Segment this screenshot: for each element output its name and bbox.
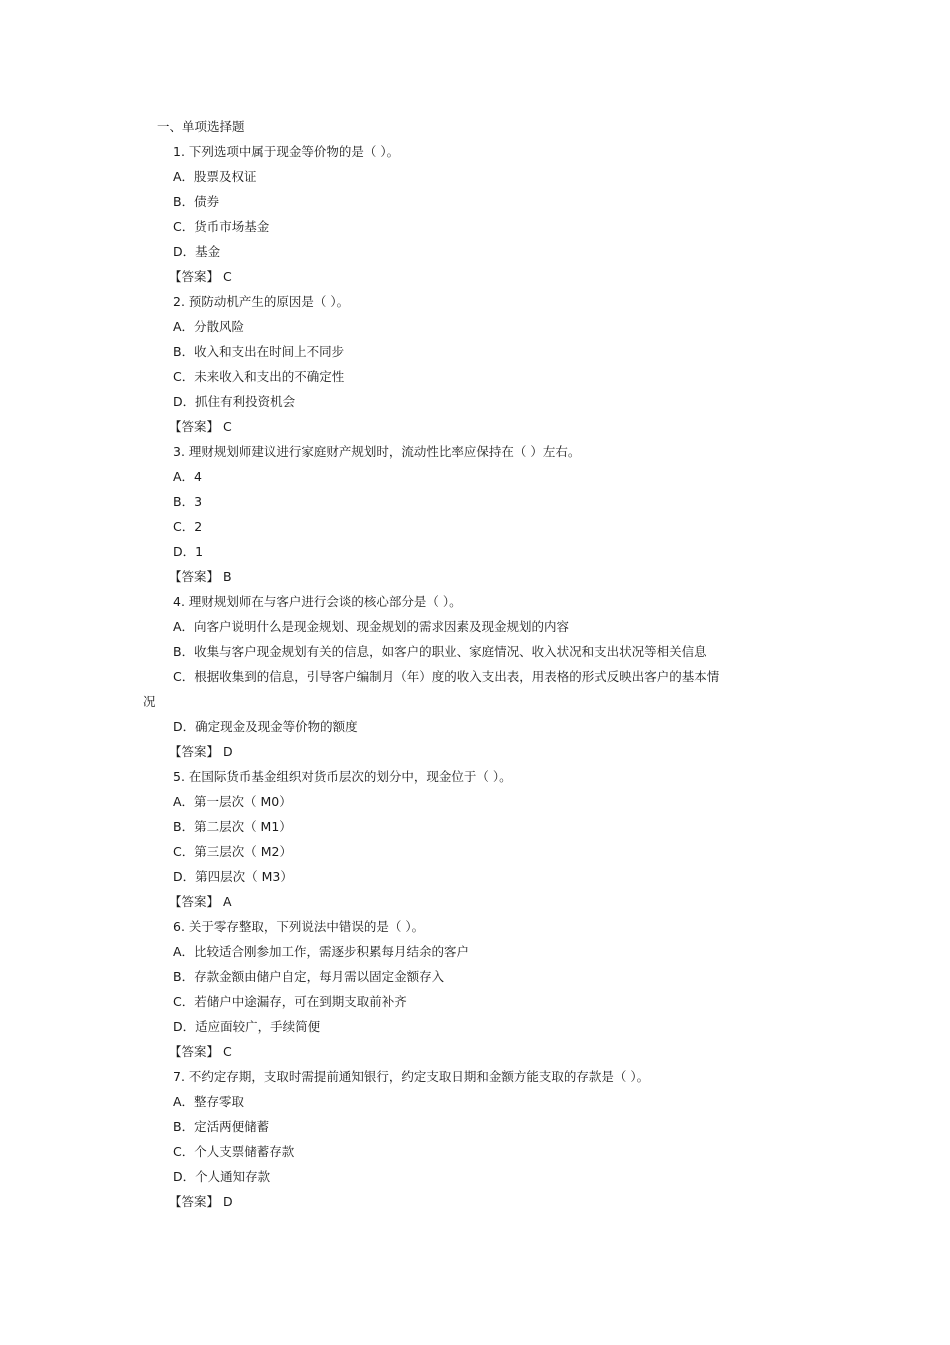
q6-option-d: D．适应面较广，手续简便	[173, 1019, 321, 1034]
question-7: 7. 不约定存期，支取时需提前通知银行，约定支取日期和金额方能支取的存款是（ ）。	[173, 1069, 650, 1084]
q2-option-c: C．未来收入和支出的不确定性	[173, 369, 345, 384]
q5-answer: 【答案】 A	[169, 894, 232, 909]
question-1: 1. 下列选项中属于现金等价物的是（ ）。	[173, 144, 400, 159]
q7-option-b: B．定活两便储蓄	[173, 1119, 270, 1134]
q6-option-a: A．比较适合刚参加工作，需逐步积累每月结余的客户	[173, 944, 470, 959]
q3-option-c: C．2	[173, 519, 203, 534]
q6-option-c: C．若储户中途漏存，可在到期支取前补齐	[173, 994, 407, 1009]
q5-option-b: B．第二层次（ M1）	[173, 819, 292, 834]
section-title: 一、单项选择题	[157, 119, 245, 134]
q4-option-b: B．收集与客户现金规划有关的信息，如客户的职业、家庭情况、收入状况和支出状况等相关信息	[173, 644, 707, 659]
question-list	[143, 144, 773, 1219]
q4-option-c: C．根据收集到的信息，引导客户编制月（年）度的收入支出表，用表格的形式反映出客户的基本情	[173, 669, 720, 684]
q2-option-a: A．分散风险	[173, 319, 245, 334]
q7-answer: 【答案】 D	[169, 1194, 233, 1209]
q2-answer: 【答案】 C	[169, 419, 232, 434]
q5-option-d: D．第四层次（ M3）	[173, 869, 293, 884]
question-3: 3. 理财规划师建议进行家庭财产规划时，流动性比率应保持在（ ）左右。	[173, 444, 581, 459]
question-4: 4. 理财规划师在与客户进行会谈的核心部分是（ ）。	[173, 594, 462, 609]
q1-option-a: A．股票及权证	[173, 169, 257, 184]
q7-option-c: C．个人支票储蓄存款	[173, 1144, 295, 1159]
question-2: 2. 预防动机产生的原因是（ ）。	[173, 294, 350, 309]
q4-option-a: A．向客户说明什么是现金规划、现金规划的需求因素及现金规划的内容	[173, 619, 570, 634]
question-5: 5. 在国际货币基金组织对货币层次的划分中，现金位于（ ）。	[173, 769, 512, 784]
q2-option-b: B．收入和支出在时间上不同步	[173, 344, 345, 359]
q6-option-b: B．存款金额由储户自定，每月需以固定金额存入	[173, 969, 445, 984]
question-6: 6. 关于零存整取，下列说法中错误的是（ ）。	[173, 919, 425, 934]
q7-option-a: A．整存零取	[173, 1094, 245, 1109]
q4-option-c-continued: 况	[143, 694, 156, 709]
q1-option-b: B．债券	[173, 194, 220, 209]
q7-option-d: D．个人通知存款	[173, 1169, 271, 1184]
q2-option-d: D．抓住有利投资机会	[173, 394, 296, 409]
q3-option-a: A．4	[173, 469, 203, 484]
q3-option-b: B．3	[173, 494, 203, 509]
q3-answer: 【答案】 B	[169, 569, 232, 584]
q1-option-d: D．基金	[173, 244, 221, 259]
q4-answer: 【答案】 D	[169, 744, 233, 759]
q6-answer: 【答案】 C	[169, 1044, 232, 1059]
q4-option-d: D．确定现金及现金等价物的额度	[173, 719, 358, 734]
q1-answer: 【答案】 C	[169, 269, 232, 284]
q5-option-c: C．第三层次（ M2）	[173, 844, 292, 859]
q1-option-c: C．货币市场基金	[173, 219, 270, 234]
q3-option-d: D．1	[173, 544, 204, 559]
q5-option-a: A．第一层次（ M0）	[173, 794, 292, 809]
